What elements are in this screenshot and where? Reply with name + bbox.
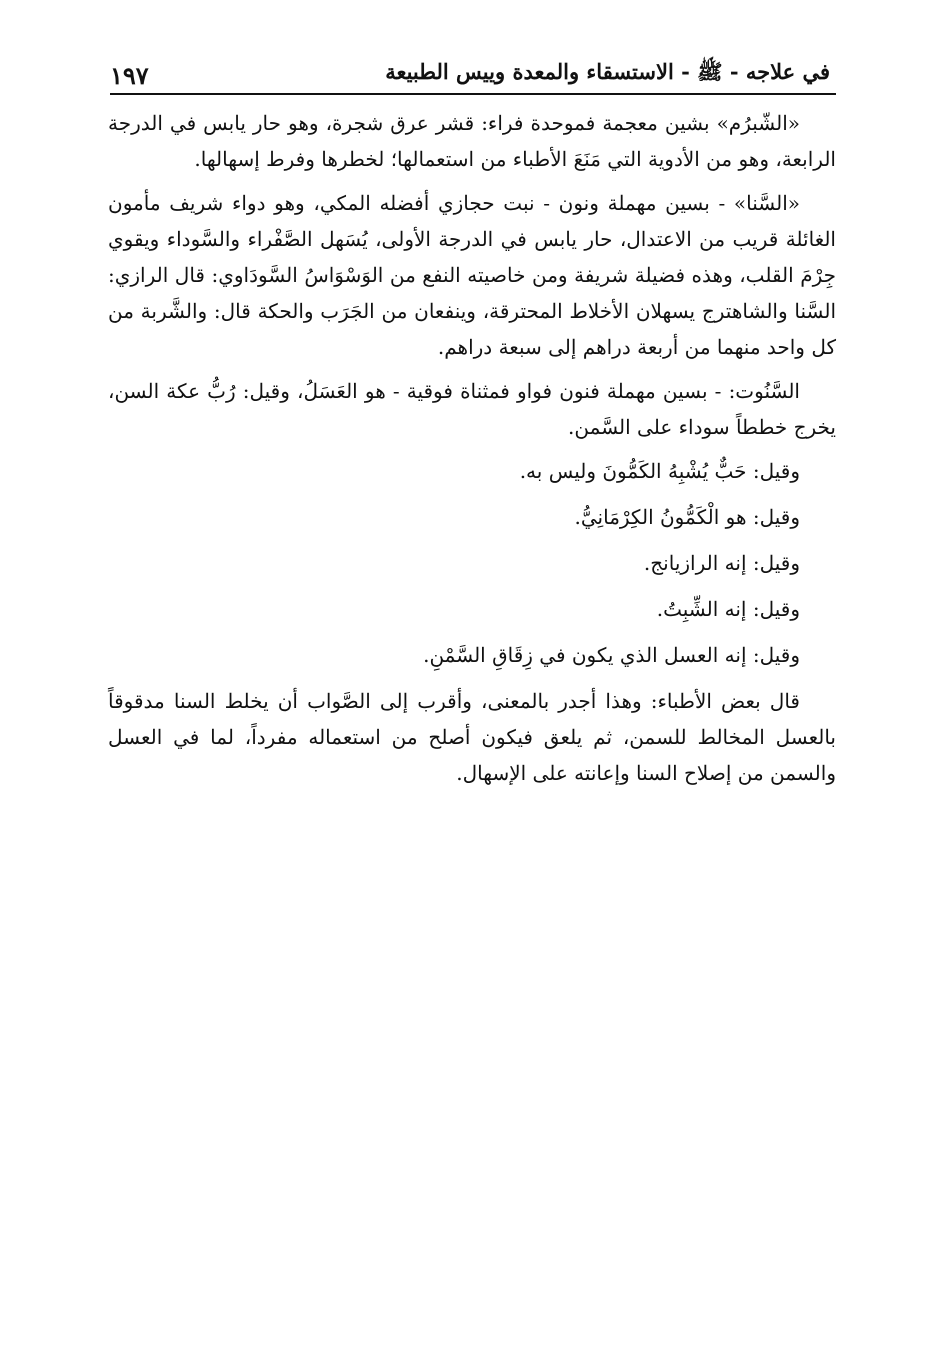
paragraph-shubrum: «الشّبرُم» بشين معجمة فموحدة فراء: قشر عرق شجرة، وهو حار يابس في الدرجة الرابعة، وهو من الأدوية التي مَنَعَ الأطباء من استعمالها؛ لخطرها وفرط إسهالها. (108, 111, 836, 171)
list-item-opinion-3: وقيل: إنه الرازيانج. (643, 551, 800, 575)
running-title: في علاجه - ﷺ - الاستسقاء والمعدة وييس الطبيعة (385, 59, 830, 84)
list-item-opinion-5: وقيل: إنه العسل الذي يكون في زِقَاقِ السَّمْنِ. (423, 643, 800, 667)
list-item-opinion-1: وقيل: حَبٌّ يُشْبِهُ الكَمُّونَ وليس به. (519, 459, 800, 483)
body-text (108, 105, 836, 799)
paragraph-sana: «السَّنا» - بسين مهملة ونون - نبت حجازي أفضله المكي، وهو دواء شريف مأمون الغائلة قريب من الاعتدال، حار يابس في الدرجة الأولى، يُسَهل الصَّفْراء والسَّوداء ويقوي جِرْمَ القلب، وهذه فضيلة شريفة ومن خاصيته النفع من الوَسْوَاسُ السَّودَاوي: قال الرازي: السَّنا والشاهترج يسهلان الأخلاط المحترقة، وينفعان من الجَرَب والحكة قال: والشَّربة من كل واحد منهما من أربعة دراهم إلى سبعة دراهم. (108, 191, 836, 359)
page-header (110, 52, 830, 90)
list-item-opinion-4: وقيل: إنه الشِّبِتُ. (656, 597, 800, 621)
header-rule (110, 93, 836, 95)
page-number: ١٩٧ (110, 61, 149, 90)
paragraph-sanut: السَّنُوت: - بسين مهملة فنون فواو فمثناة فوقية - هو العَسَلُ، وقيل: رُبُّ عكة السن، يخرج خططاً سوداء على السَّمن. (108, 379, 836, 439)
list-item-opinion-2: وقيل: هو الْكَمُّونُ الكِرْمَانِيُّ. (574, 505, 800, 529)
paragraph-conclusion: قال بعض الأطباء: وهذا أجدر بالمعنى، وأقرب إلى الصَّواب أن يخلط السنا مدقوقاً بالعسل المخالط للسمن، ثم يلعق فيكون أصلح من استعماله مفرداً، لما في العسل والسمن من إصلاح السنا وإعانته على الإسهال. (108, 689, 836, 785)
